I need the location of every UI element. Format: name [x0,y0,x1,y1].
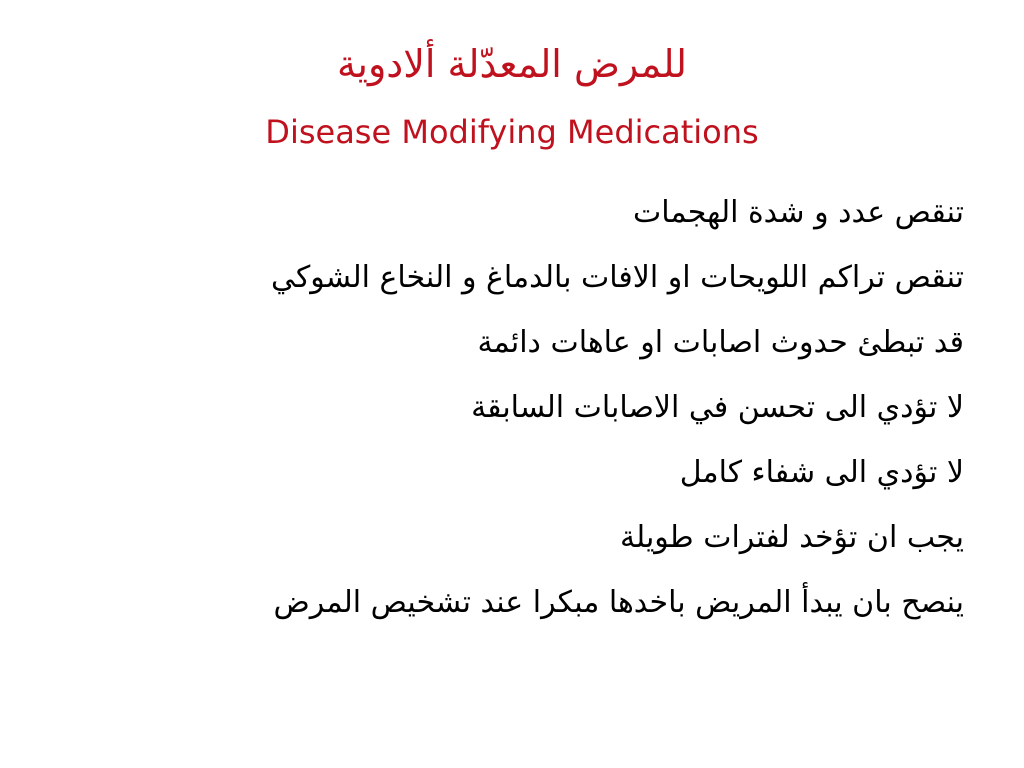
bullet-list [60,184,964,639]
bullet-item: قد تبطئ حدوث اصابات او عاهات دائمة [477,325,964,360]
bullet-item: تنقص عدد و شدة الهجمات [633,195,964,230]
bullet-item: لا تؤدي الى تحسن في الاصابات السابقة [471,390,964,425]
slide-title-english: Disease Modifying Medications [265,113,759,151]
bullet-item: ينصح بان يبدأ المريض باخدها مبكرا عند تشخيص المرض [273,585,964,620]
bullet-item: لا تؤدي الى شفاء كامل [679,455,964,490]
slide-title-arabic: للمرض المعدّلة ألادوية [337,42,687,86]
bullet-item: يجب ان تؤخد لفترات طويلة [619,520,964,555]
bullet-item: تنقص تراكم اللويحات او الافات بالدماغ و النخاع الشوكي [270,260,964,295]
